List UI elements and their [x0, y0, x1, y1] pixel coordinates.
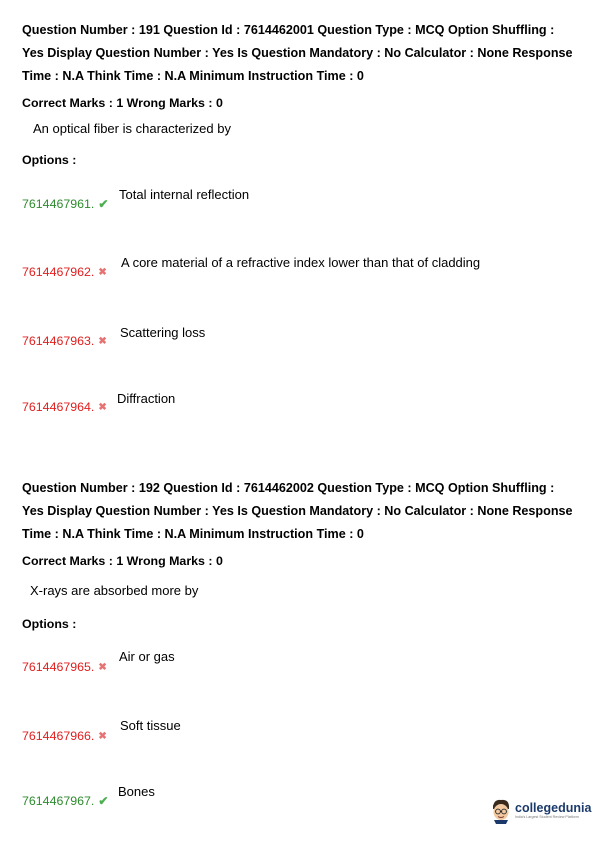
option-text: Air or gas	[119, 649, 175, 664]
option-text: Scattering loss	[120, 325, 206, 340]
question-header: Question Number : 192 Question Id : 7614462002 Question Type : MCQ Option Shuffling : Yes Display Question Number : Yes Is Question Mandatory : No Calculator : None Response Time : N.A Think Time : N.A Minimum Instruction Time : 0	[22, 481, 573, 541]
option-id: 7614467963. ✖	[22, 334, 107, 348]
option-id: 7614467961. ✔	[22, 197, 109, 211]
option-text: A core material of a refractive index lower than that of cladding	[121, 255, 481, 270]
option-text: Diffraction	[117, 391, 176, 406]
check-icon: ✔	[98, 197, 109, 211]
mascot-icon	[490, 798, 512, 824]
options-label: Options :	[22, 617, 77, 631]
question-text: X-rays are absorbed more by	[30, 583, 199, 598]
logo-name: collegedunia	[515, 801, 592, 815]
option-id: 7614467962. ✖	[22, 265, 107, 279]
options-label: Options :	[22, 153, 77, 167]
cross-icon: ✖	[98, 661, 107, 673]
logo-tagline: India's Largest Student Review Platform	[515, 815, 579, 819]
question-text: An optical fiber is characterized by	[33, 121, 231, 136]
marks-info: Correct Marks : 1 Wrong Marks : 0	[22, 554, 223, 568]
check-icon: ✔	[98, 794, 109, 808]
cross-icon: ✖	[98, 401, 107, 413]
question-header: Question Number : 191 Question Id : 7614462001 Question Type : MCQ Option Shuffling : Yes Display Question Number : Yes Is Question Mandatory : No Calculator : None Response Time : N.A Think Time : N.A Minimum Instruction Time : 0	[22, 23, 573, 83]
cross-icon: ✖	[98, 335, 107, 347]
option-text: Bones	[118, 784, 155, 799]
option-id: 7614467967. ✔	[22, 794, 109, 808]
option-text: Soft tissue	[120, 718, 181, 733]
collegedunia-logo	[490, 798, 591, 824]
option-text: Total internal reflection	[119, 187, 250, 202]
option-id: 7614467964. ✖	[22, 400, 107, 414]
option-id: 7614467966. ✖	[22, 729, 107, 743]
cross-icon: ✖	[98, 266, 107, 278]
marks-info: Correct Marks : 1 Wrong Marks : 0	[22, 96, 223, 110]
option-id: 7614467965. ✖	[22, 660, 107, 674]
cross-icon: ✖	[98, 730, 107, 742]
